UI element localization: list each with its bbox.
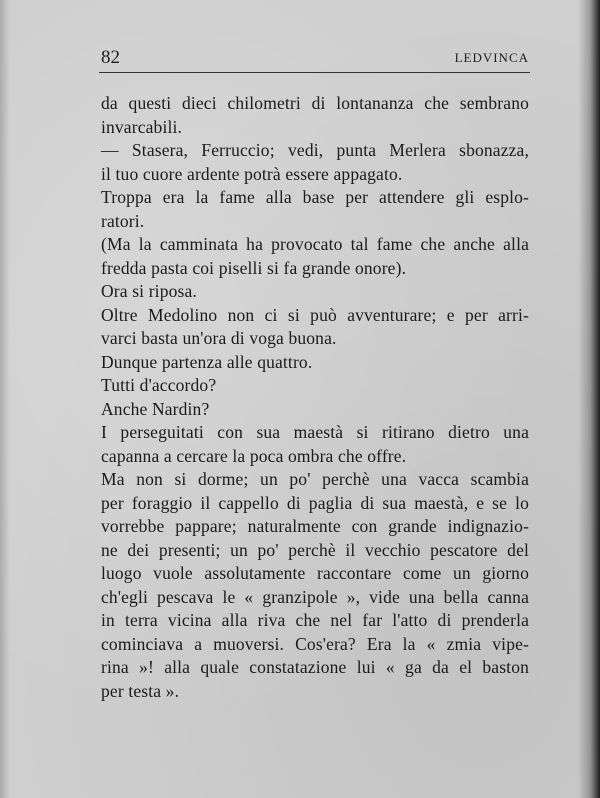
header-rule <box>99 72 530 73</box>
text-line: in terra vicina alla riva che nel far l'atto di prenderla <box>101 610 529 630</box>
text-line: il tuo cuore ardente potrà essere appagato. <box>101 163 403 184</box>
text-line: invarcabili. <box>101 116 183 137</box>
text-line: capanna a cercare la poca ombra che offre. <box>101 445 407 466</box>
text-line: da questi dieci chilometri di lontananza che sembrano <box>101 93 529 113</box>
text-line: luogo vuole assolutamente raccontare come un giorno <box>101 563 529 583</box>
text-line: Anche Nardin? <box>101 398 210 419</box>
text-line: Ora si riposa. <box>101 281 197 301</box>
text-line: (Ma la camminata ha provocato tal fame che anche alla <box>101 234 529 254</box>
text-line: fredda pasta coi piselli si fa grande onore). <box>101 257 407 278</box>
text-line: ratori. <box>101 210 145 231</box>
page-spine-shadow <box>578 0 600 798</box>
running-head: LEDVINCA <box>454 50 529 65</box>
body-text <box>101 92 529 703</box>
text-line: per foraggio il cappello di paglia di sua maestà, e se lo <box>101 492 529 513</box>
text-line: Dunque partenza alle quattro. <box>101 351 313 372</box>
page-number: 82 <box>101 47 120 68</box>
text-line: Ma non si dorme; un po' perchè una vacca scambia <box>101 469 529 489</box>
text-line: ch'egli pescava le « granzipole », vide una bella canna <box>101 586 529 607</box>
text-line: ne dei presenti; un po' perchè il vecchio pescatore del <box>101 539 529 560</box>
text-line: cominciava a muoversi. Cos'era? Era la « zmia vipe- <box>101 633 529 654</box>
text-line: Tutti d'accordo? <box>101 375 217 395</box>
text-line: per testa ». <box>101 680 180 701</box>
page-header <box>101 48 529 68</box>
text-line: — Stasera, Ferruccio; vedi, punta Merlera sbonazza, <box>101 140 529 160</box>
text-line: vorrebbe pappare; naturalmente con grande indignazio- <box>101 516 529 536</box>
text-line: I perseguitati con sua maestà si ritirano dietro una <box>101 422 529 442</box>
text-line: Troppa era la fame alla base per attendere gli esplo- <box>101 187 529 207</box>
page-left-edge-shadow <box>0 0 10 798</box>
text-line: varci basta un'ora di voga buona. <box>101 328 337 348</box>
text-line: Oltre Medolino non ci si può avventurare; e per arri- <box>101 304 529 325</box>
text-line: rina »! alla quale constatazione lui « ga da el baston <box>101 657 529 677</box>
